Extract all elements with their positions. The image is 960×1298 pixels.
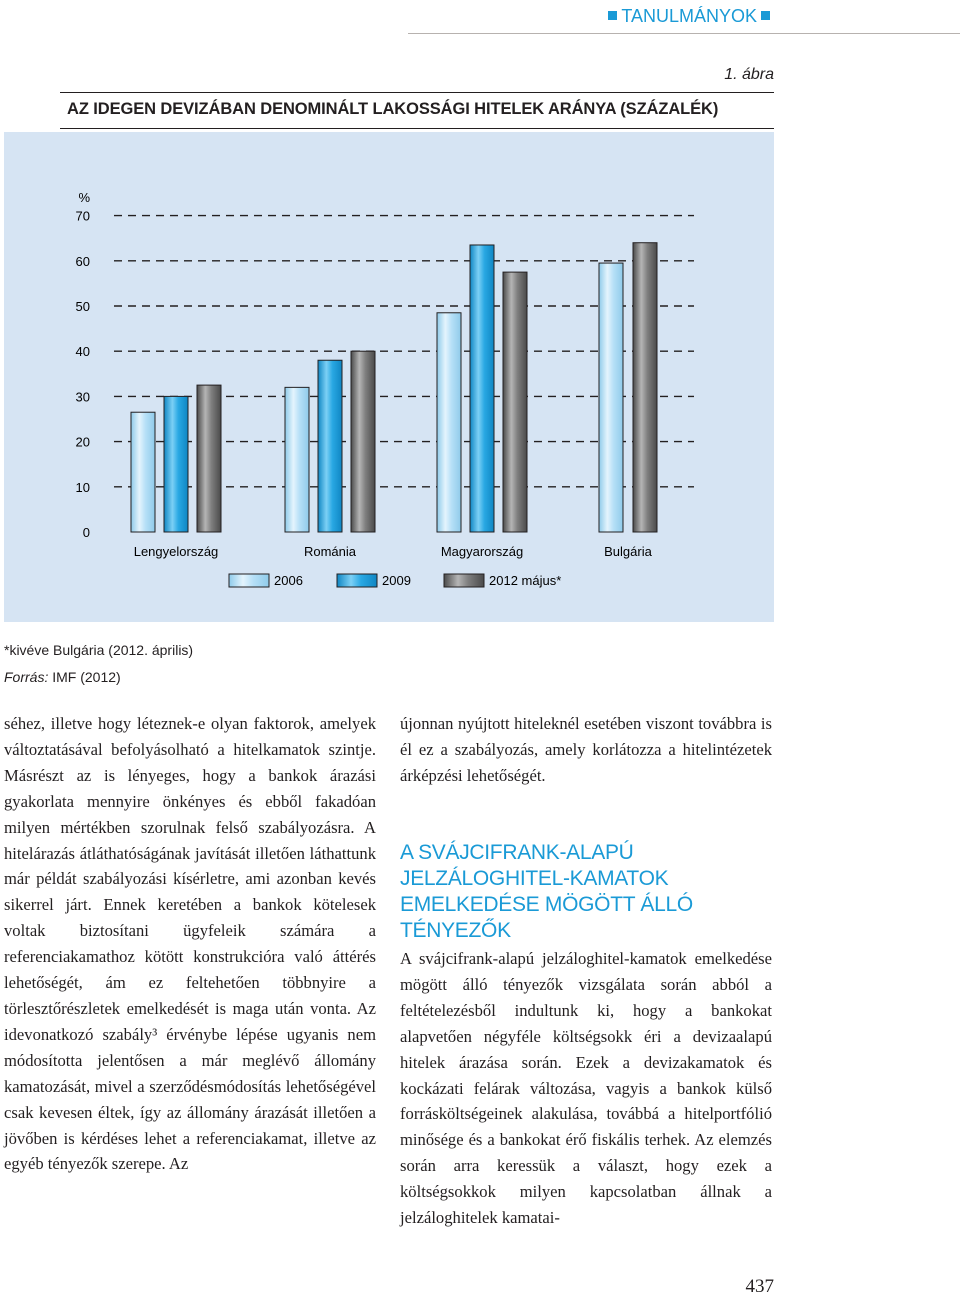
figure-top-rule	[60, 92, 774, 93]
y-tick-label: 10	[75, 479, 90, 495]
y-axis-title: %	[78, 190, 90, 205]
bar	[131, 412, 155, 532]
y-tick-label: 60	[75, 253, 90, 269]
section-heading: A SVÁJCIFRANK-ALAPÚ JELZÁLOGHITEL-KAMATOK EMELKEDÉSE MÖGÖTT ÁLLÓ TÉNYEZŐK	[400, 841, 693, 942]
figure-footnote: *kivéve Bulgária (2012. április)	[4, 642, 194, 658]
figure-title: AZ IDEGEN DEVIZÁBAN DENOMINÁLT LAKOSSÁGI HITELEK ARÁNYA (SZÁZALÉK)	[67, 100, 719, 118]
bar	[633, 243, 657, 532]
right-column-top	[400, 711, 772, 789]
legend-label: 2012 május*	[489, 573, 562, 588]
square-bullet-icon	[761, 11, 770, 20]
source-label: Forrás:	[4, 669, 49, 685]
bar	[164, 396, 188, 532]
chart-area	[4, 132, 774, 622]
legend-swatch	[444, 574, 484, 587]
left-column	[4, 711, 376, 1177]
bar	[437, 313, 461, 532]
right-column-bottom	[400, 946, 772, 1231]
figure-title-rule	[60, 128, 774, 129]
x-category-label: Bulgária	[604, 544, 652, 559]
y-tick-label: 0	[82, 525, 90, 540]
header-rule	[408, 33, 960, 34]
bar	[351, 351, 375, 532]
x-category-label: Magyarország	[440, 544, 524, 559]
legend-label: 2006	[274, 573, 303, 588]
source-text: IMF (2012)	[48, 669, 121, 685]
bar	[470, 245, 494, 532]
bar	[599, 263, 623, 532]
page-number: 437	[745, 1276, 774, 1297]
x-category-label: Románia	[303, 544, 357, 559]
x-category-label: Lengyelország	[133, 544, 219, 559]
legend-label: 2009	[382, 573, 411, 588]
bar	[503, 272, 527, 532]
bar	[285, 387, 309, 532]
section-tag	[474, 6, 774, 27]
y-tick-label: 20	[75, 434, 90, 450]
figure-number: 1. ábra	[724, 66, 774, 83]
y-tick-label: 70	[75, 208, 90, 224]
y-tick-label: 40	[75, 344, 90, 360]
right-column-bottom-text: A svájcifrank-alapú jelzáloghitel-kamatok emelkedése mögött álló tényezők vizsgálata során abból a feltételezésből indultunk ki, hogy a bankokat alapvetően négyféle költségsokk éri a devizaalapú hitelek árazása során. Ezek a devizakamatok és kockázati felárak változása, vagyis a bankok külső forrásköltségeinek alakulása, továbbá a hitelportfólió minősége és a bankokat érő fiskális terhek. Az elemzés során arra keressük a választ, hogy ezek a költségsokkok milyen kapcsolatban állnak a jelzáloghitelek kamatai-	[400, 949, 772, 1228]
figure-source	[4, 669, 121, 685]
legend-swatch	[337, 574, 377, 587]
left-column-text: séhez, illetve hogy léteznek-e olyan faktorok, amelyek változtatásával befolyásolható a hitelkamatok szintje. Másrészt az is lényeges, hogy a bankok árazási gyakorlata mennyire önkényes és ebből fakadóan milyen mértékben szorulnak felső szabályozásra. A hitelárazás átláthatóságának javítását illetően láthattunk már példát szabályozási kísérletre, ami azonban kevés sikerrel járt. Ennek keretében a bankok kötelesek voltak biztosítani ügyfeleik számára a referenciakamathoz kötött konstrukcióra való áttérés lehetőségét, ám ez feltehetően többnyire a törlesztőrészletek emelkedését is maga után vonta. Az idevonatkozó szabály³ érvénybe lépése ugyanis nem módosította jelentősen a már meglévő állomány kamatozását, mivel a szerződésmódosítás lehetőségével csak kevesen éltek, így az állomány árazását illetően a jövőben is kérdéses lehet a referenciakamat, illetve az egyéb tényezők szerepe. Az	[4, 714, 376, 1174]
y-tick-label: 50	[75, 299, 90, 314]
legend-swatch	[229, 574, 269, 587]
square-bullet-icon	[608, 11, 617, 20]
right-column-top-text: újonnan nyújtott hiteleknél esetében viszont továbbra is él ez a szabályozás, amely korlátozza a hitelintézetek árképzési lehetőségét.	[400, 714, 772, 785]
y-tick-label: 30	[75, 389, 90, 405]
bar	[197, 385, 221, 532]
bar-chart	[4, 132, 774, 622]
bar	[318, 360, 342, 532]
section-tag-label: TANULMÁNYOK	[621, 6, 757, 26]
